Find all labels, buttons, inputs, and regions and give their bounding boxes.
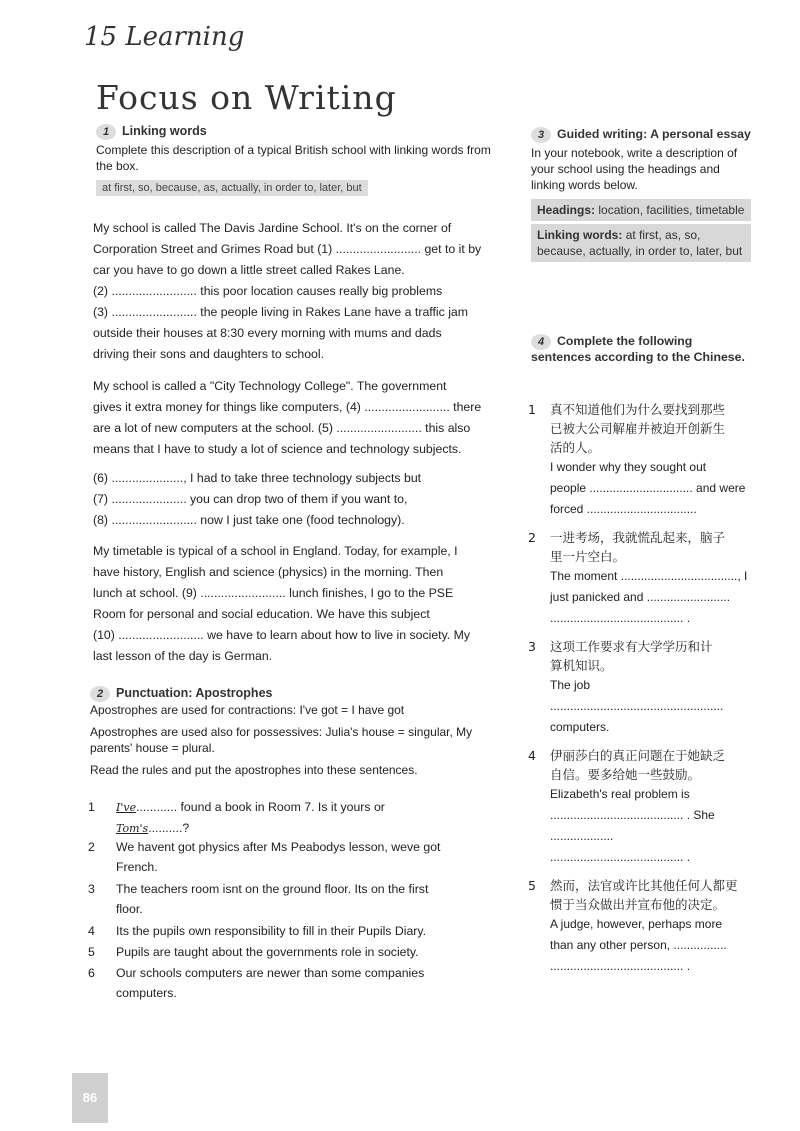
chinese-text: 这项工作要求有大学学历和计: [550, 639, 713, 654]
headings-text: location, facilities, timetable: [598, 203, 745, 217]
list-item: [88, 963, 508, 1005]
text-line: driving their sons and daughters to school.: [93, 347, 325, 361]
chinese-text: 真不知道他们为什么要找到那些: [550, 402, 726, 417]
list-item: [528, 746, 758, 868]
item-text: ..........?: [148, 821, 190, 835]
chinese-text: 里一片空白。: [550, 549, 626, 564]
item-text: We havent got physics after Ms Peabodys lesson, weve got: [116, 840, 441, 854]
text-line: My school is called a "City Technology College". The government: [93, 379, 447, 393]
section-heading: [90, 686, 510, 702]
section-heading: [531, 334, 751, 364]
section-number-badge: 1: [96, 124, 116, 140]
handwritten-answer: Tom's: [116, 822, 149, 835]
chinese-text: 已被大公司解雇并被迫开创新生: [550, 421, 726, 436]
text-line: gives it extra money for things like computers, (4) ......................... there: [93, 400, 482, 414]
section-heading: [531, 127, 751, 143]
text-line: lunch at school. (9) ......................... lunch finishes, I go to the PSE: [93, 586, 454, 600]
item-text: Its the pupils own responsibility to fill in their Pupils Diary.: [116, 924, 427, 938]
rule-possessives-cont: parents' house = plural.: [90, 741, 215, 755]
headings-box: [531, 199, 751, 221]
linking-words-box: [531, 224, 751, 262]
section-title: Guided writing: A personal essay: [557, 127, 751, 141]
section-number-badge: 2: [90, 686, 110, 702]
english-text: ........................................ .: [550, 959, 691, 973]
english-text: forced .................................: [550, 502, 697, 516]
text-line: (3) ......................... the people living in Rakes Lane have a traffic jam: [93, 305, 469, 319]
text-line: means that I have to study a lot of science and technology subjects.: [93, 442, 462, 456]
linking-text: at first, as, so, because, actually, in order to, later, but: [537, 228, 743, 258]
apostrophe-list: [88, 797, 508, 1005]
item-number: 6: [88, 966, 95, 980]
english-text: than any other person, ................: [550, 938, 727, 952]
item-text: ............ found a book in Room 7. Is it yours or: [136, 800, 385, 814]
word-box: at first, so, because, as, actually, in order to, later, but: [96, 180, 368, 196]
english-text: The job ....................................................: [550, 678, 724, 713]
handwritten-answer: I've: [116, 801, 137, 814]
item-number: 3: [88, 882, 95, 896]
paragraph-3: [93, 468, 503, 531]
chinese-text: 伊丽莎白的真正问题在于她缺乏: [550, 748, 726, 763]
english-text: A judge, however, perhaps more: [550, 917, 723, 931]
section-translation: [531, 334, 751, 364]
item-number: 2: [528, 530, 536, 545]
english-text: people ............................... and were: [550, 481, 746, 495]
text-line: car you have to go down a little street called Rakes Lane.: [93, 263, 405, 277]
list-item: [88, 942, 508, 963]
headings-label: Headings:: [537, 203, 596, 217]
item-text: French.: [116, 860, 158, 874]
list-item: [528, 400, 758, 520]
section-number-badge: 3: [531, 127, 551, 143]
page-number: 86: [72, 1073, 108, 1123]
unit-title: 15 Learning: [84, 22, 245, 52]
item-text: computers.: [116, 986, 177, 1000]
item-number: 5: [88, 945, 95, 959]
item-number: 3: [528, 639, 536, 654]
text-line: My timetable is typical of a school in England. Today, for example, I: [93, 544, 458, 558]
translation-list: [528, 400, 758, 977]
text-line: (10) ......................... we have to learn about how to live in society. My: [93, 628, 471, 642]
chinese-text: 活的人。: [550, 440, 601, 455]
english-text: I wonder why they sought out: [550, 460, 707, 474]
list-item: [528, 637, 758, 738]
section-number-badge: 4: [531, 334, 551, 350]
page-title: Focus on Writing: [96, 78, 397, 117]
text-line: (8) ......................... now I just take one (food technology).: [93, 513, 405, 527]
list-item: [88, 879, 508, 921]
chinese-text: 算机知识。: [550, 658, 613, 673]
list-item: [88, 797, 508, 837]
text-line: Corporation Street and Grimes Road but (1) ......................... get to it by: [93, 242, 482, 256]
item-number: 2: [88, 840, 95, 854]
instruction: In your notebook, write a description of your school using the headings and linking words below.: [531, 146, 738, 192]
list-item: [88, 921, 508, 942]
text-line: last lesson of the day is German.: [93, 649, 273, 663]
item-number: 1: [88, 800, 95, 814]
section-title: Punctuation: Apostrophes: [116, 686, 273, 700]
paragraph-2: [93, 376, 503, 460]
section-title: Complete the following sentences according to the Chinese.: [531, 334, 745, 364]
item-number: 5: [528, 878, 536, 893]
english-text: ........................................ .: [550, 611, 691, 625]
text-line: are a lot of new computers at the school. (5) ......................... this also: [93, 421, 471, 435]
item-text: floor.: [116, 902, 143, 916]
text-line: (7) ...................... you can drop two of them if you want to,: [93, 492, 408, 506]
chinese-text: 自信。要多给她一些鼓励。: [550, 767, 701, 782]
item-text: The teachers room isnt on the ground floor. Its on the first: [116, 882, 429, 896]
item-text: Our schools computers are newer than some companies: [116, 966, 425, 980]
english-text: just panicked and .........................: [550, 590, 731, 604]
chinese-text: 一进考场，我就慌乱起来，脑子: [550, 530, 726, 545]
english-text: computers.: [550, 720, 610, 734]
list-item: [88, 837, 508, 879]
item-text: Pupils are taught about the governments role in society.: [116, 945, 419, 959]
section-title: Linking words: [122, 124, 207, 138]
rule-contractions: Apostrophes are used for contractions: I've got = I have got: [90, 703, 405, 717]
text-line: (6) ....................., I had to take three technology subjects but: [93, 471, 422, 485]
list-item: [528, 876, 758, 977]
text-line: outside their houses at 8:30 every morning with mums and dads: [93, 326, 442, 340]
english-text: ........................................ .: [550, 850, 691, 864]
item-number: 4: [528, 748, 536, 763]
rule-possessives: Apostrophes are used also for possessives: Julia's house = singular, My: [90, 725, 473, 739]
item-number: 1: [528, 402, 536, 417]
section-apostrophes: [90, 686, 510, 778]
chinese-text: 惯于当众做出并宣布他的决定。: [550, 897, 726, 912]
item-number: 4: [88, 924, 95, 938]
section-heading: [96, 124, 506, 140]
instruction: Read the rules and put the apostrophes into these sentences.: [90, 763, 418, 777]
text-line: have history, English and science (physics) in the morning. Then: [93, 565, 444, 579]
instruction: Complete this description of a typical British school with linking words from the box.: [96, 143, 491, 173]
chinese-text: 然而，法官或许比其他任何人都更: [550, 878, 738, 893]
text-line: My school is called The Davis Jardine School. It's on the corner of: [93, 221, 452, 235]
paragraph-1: [93, 218, 503, 365]
english-text: ........................................ . She ...................: [550, 808, 715, 843]
paragraph-4: [93, 541, 503, 667]
text-line: (2) ......................... this poor location causes really big problems: [93, 284, 443, 298]
section-linking-words: [96, 124, 506, 196]
english-text: Elizabeth's real problem is: [550, 787, 690, 801]
section-guided-writing: [531, 127, 751, 262]
text-line: Room for personal and social education. We have this subject: [93, 607, 430, 621]
linking-label: Linking words:: [537, 228, 623, 242]
english-text: The moment ..................................., I: [550, 569, 748, 583]
list-item: [528, 528, 758, 629]
